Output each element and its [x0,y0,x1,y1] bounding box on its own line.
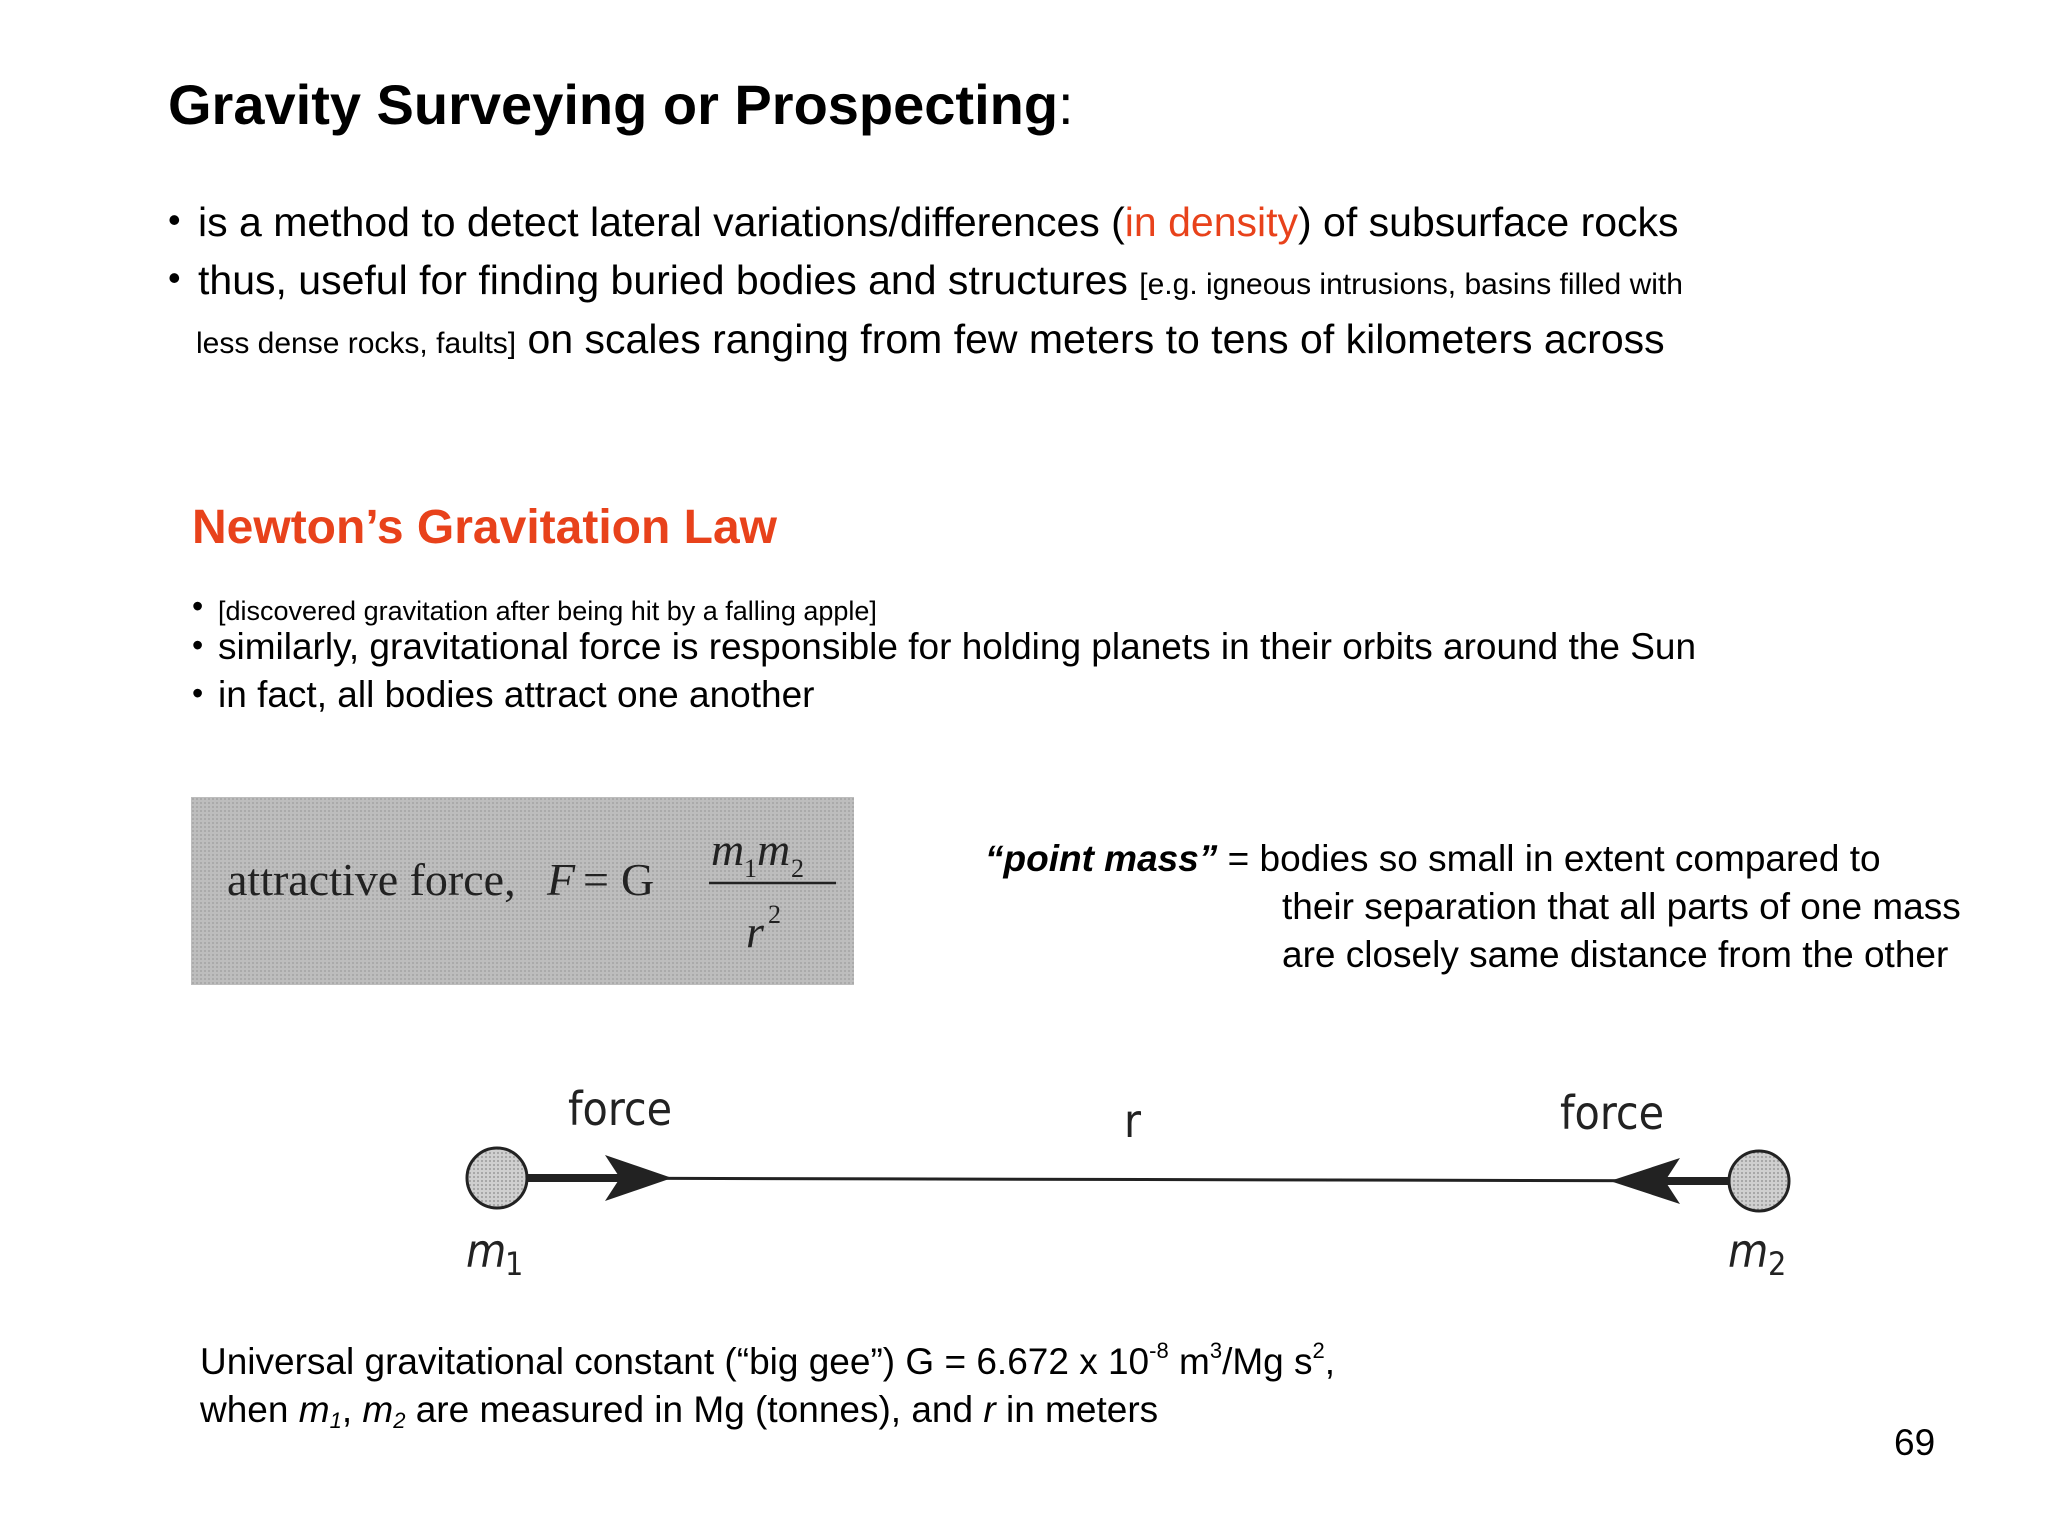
constant-text-end: in meters [995,1389,1159,1430]
bullet-buried-bodies [168,250,1908,371]
point-mass-line2: their separation that all parts of one mass [1282,886,1961,927]
slide-title [168,72,1074,137]
formula-r: r [746,906,764,957]
mass-label-m2-sub: 2 [1768,1245,1787,1283]
bullet-text: thus, useful for finding buried bodies and structures [198,257,1140,303]
constant-text: when [200,1389,299,1430]
formula-exp: 2 [768,900,781,929]
mass-label-m1-sub: 1 [505,1245,524,1283]
bullet-text-end: ) of subsurface rocks [1298,199,1679,245]
bullet-text: is a method to detect lateral variations/differences ( [198,199,1125,245]
unit-m: m [1168,1341,1210,1382]
formula-label: attractive force, [227,854,516,905]
page-number: 69 [1894,1422,1936,1463]
bullet-continuation [168,312,1908,371]
bullet-lateral-variations [168,198,1679,247]
force-label-left: force [568,1082,673,1136]
bullet-text: in fact, all bodies attract one another [218,674,815,715]
point-mass-term: “point mass” [985,838,1218,879]
bullet-dot: • [168,199,181,240]
bullet-examples-end: less dense rocks, faults] [196,327,517,360]
formula-G: G [621,854,655,905]
formula-F: F [547,854,576,905]
newton-bullet-apple [192,587,877,627]
two-mass-diagram [440,1075,1820,1315]
bullet-dot: • [192,627,204,663]
constant-comma: , [1324,1341,1336,1382]
constant-exponent: -8 [1149,1338,1169,1363]
newton-bullet-all-bodies [192,673,814,717]
constant-text: Universal gravitational constant (“big gee”) G = 6.672 x 10 [200,1341,1150,1382]
bullet-text: similarly, gravitational force is responsible for holding planets in their orbits around the Sun [218,626,1697,667]
unit-exponent-2: 2 [1312,1338,1325,1363]
point-mass-line3: are closely same distance from the other [1282,934,1949,975]
var-r: r [983,1389,996,1430]
force-label-right: force [1560,1086,1665,1140]
highlight-in-density: in density [1124,199,1299,245]
newton-formula [191,797,854,985]
var-m1: m [298,1389,330,1430]
formula-box [191,797,854,985]
formula-equals: = [583,854,609,905]
bullet-dot: • [192,588,204,624]
slide-title-text: Gravity Surveying or Prospecting [168,73,1059,136]
unit-mg-s: /Mg s [1222,1341,1313,1382]
mass-m2-icon [1729,1151,1789,1211]
bullet-examples: [e.g. igneous intrusions, basins filled with [1139,268,1683,301]
bullet-text-end: on scales ranging from few meters to tens of kilometers across [516,316,1665,362]
formula-sub1: 1 [744,854,757,883]
constant-comma: , [341,1389,363,1430]
point-mass-line1: = bodies so small in extent compared to [1217,838,1881,879]
separation-line [510,1178,1750,1181]
section-heading-newton: Newton’s Gravitation Law [192,501,777,554]
mass-m1-icon [467,1148,527,1208]
constant-text-mid: are measured in Mg (tonnes), and [405,1389,984,1430]
bullet-dot: • [168,257,181,298]
gravitational-constant-note [200,1338,1335,1434]
unit-exponent-3: 3 [1209,1338,1223,1363]
bullet-dot: • [192,675,204,711]
bullet-text: [discovered gravitation after being hit by a falling apple] [218,596,877,626]
var-m2: m [362,1389,394,1430]
constant-line2 [200,1386,1335,1434]
newton-bullet-planets [192,625,1696,669]
mass-label-m2: m [1728,1224,1769,1278]
formula-m2: m [757,824,791,875]
slide-title-colon: : [1058,73,1074,136]
formula-m1: m [711,824,745,875]
constant-line1 [200,1338,1335,1386]
var-m1-sub: 1 [329,1408,342,1433]
separation-label-r: r [1124,1094,1142,1148]
mass-label-m1: m [466,1224,507,1278]
formula-sub2: 2 [791,854,804,883]
point-mass-definition [985,835,1961,979]
var-m2-sub: 2 [393,1408,406,1433]
